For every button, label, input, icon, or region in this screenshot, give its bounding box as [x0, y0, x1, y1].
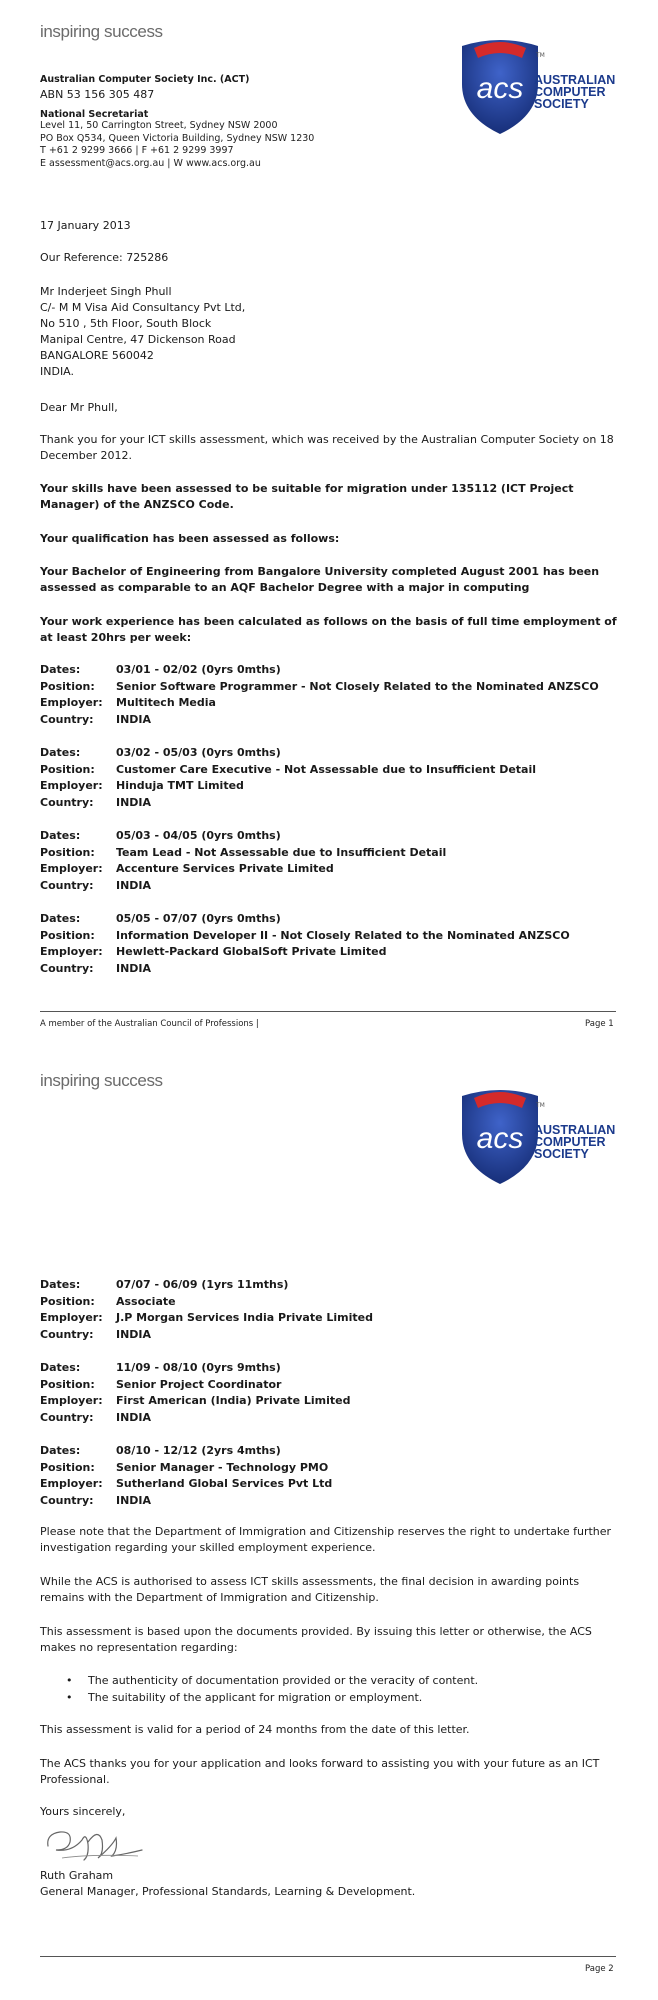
salutation: Dear Mr Phull, [40, 401, 118, 414]
recipient-line: BANGALORE 560042 [40, 349, 154, 362]
address-line: Level 11, 50 Carrington Street, Sydney NSW 2000 [40, 120, 278, 131]
address-line: T +61 2 9299 3666 | F +61 2 9299 3997 [40, 145, 234, 157]
dates-value: 05/05 - 07/07 (0yrs 0mths) [116, 912, 281, 925]
position-label: Position: [40, 1460, 95, 1474]
recipient-line: Manipal Centre, 47 Dickenson Road [40, 333, 236, 346]
position-label: Position: [40, 928, 95, 942]
dates-value: 03/02 - 05/03 (0yrs 0mths) [116, 746, 281, 759]
country-label: Country: [40, 1327, 94, 1341]
list-item: • The authenticity of documentation provided or the veracity of content. [66, 1674, 479, 1687]
dates-value: 08/10 - 12/12 (2yrs 4mths) [116, 1444, 281, 1457]
employer-label: Employer: [40, 779, 103, 792]
position-value: Senior Manager - Technology PMO [116, 1460, 329, 1474]
employer-label: Employer: [40, 1394, 103, 1407]
footer-rule [40, 1011, 616, 1012]
acs-logo [454, 1086, 624, 1186]
position-label: Position: [40, 1377, 95, 1391]
list-item: • The suitability of the applicant for migration or employment. [66, 1691, 423, 1704]
country-label: Country: [40, 961, 94, 975]
logo-line-3: SOCIETY [534, 1147, 589, 1161]
employment-entry [40, 828, 640, 894]
dates-value: 05/03 - 04/05 (0yrs 0mths) [116, 829, 281, 842]
documents-note: This assessment is based upon the documents provided. By issuing this letter or otherwise, the ACS makes no representation regarding: [40, 1625, 592, 1654]
country-label: Country: [40, 1410, 94, 1424]
dates-value: 11/09 - 08/10 (0yrs 9mths) [116, 1361, 281, 1374]
position-value: Information Developer II - Not Closely Related to the Nominated ANZSCO [116, 928, 570, 942]
logo-line-3: SOCIETY [534, 97, 589, 111]
employer-value: First American (India) Private Limited [116, 1394, 351, 1407]
points-note: While the ACS is authorised to assess ICT skills assessments, the final decision in awarding points remains with the Department of Immigration and Citizenship. [40, 1575, 580, 1604]
abn: ABN 53 156 305 487 [40, 88, 155, 101]
employer-value: Hinduja TMT Limited [116, 779, 244, 792]
employer-label: Employer: [40, 696, 103, 709]
employment-entry [40, 1277, 640, 1343]
logo-line-2: COMPUTER [534, 85, 606, 99]
country-value: INDIA [116, 1493, 152, 1507]
dates-label: Dates: [40, 1361, 81, 1374]
org-name: Australian Computer Society Inc. (ACT) [40, 74, 250, 85]
signatory-name: Ruth Graham [40, 1869, 114, 1882]
secretariat-title: National Secretariat [40, 109, 149, 120]
bullet-text: The authenticity of documentation provided or the veracity of content. [88, 1674, 479, 1687]
employer-label: Employer: [40, 862, 103, 875]
bullet-text: The suitability of the applicant for migration or employment. [88, 1691, 423, 1704]
logo-line-1: AUSTRALIAN [534, 73, 616, 87]
dates-label: Dates: [40, 1444, 81, 1457]
recipient-block [40, 284, 245, 380]
address-line: E assessment@acs.org.au | W www.acs.org.au [40, 157, 261, 169]
acs-mark: acs [476, 72, 524, 105]
acs-logo [454, 36, 624, 136]
country-value: INDIA [116, 878, 152, 892]
recipient-line: INDIA. [40, 365, 75, 378]
footer-member-text: A member of the Australian Council of Professions | [40, 1019, 259, 1029]
immigration-note: Please note that the Department of Immigration and Citizenship reserves the right to undertake further investigation regarding your skilled employment experience. [40, 1525, 612, 1554]
employer-value: Sutherland Global Services Pvt Ltd [116, 1477, 333, 1490]
dates-label: Dates: [40, 912, 81, 925]
country-label: Country: [40, 712, 94, 726]
position-value: Customer Care Executive - Not Assessable due to Insufficient Detail [116, 762, 537, 776]
country-value: INDIA [116, 1327, 152, 1341]
employer-label: Employer: [40, 1477, 103, 1490]
page-number: Page 1 [585, 1019, 614, 1029]
suitability-paragraph: Your skills have been assessed to be suitable for migration under 135112 (ICT Project Manager) of the ANZSCO Code. [40, 482, 574, 511]
letterhead-address [40, 74, 314, 170]
page-number: Page 2 [585, 1964, 614, 1974]
country-value: INDIA [116, 1410, 152, 1424]
country-label: Country: [40, 1493, 94, 1507]
employment-entry [40, 1443, 640, 1509]
employment-entry [40, 911, 640, 977]
employer-value: J.P Morgan Services India Private Limited [116, 1311, 373, 1324]
acs-shield-icon [454, 36, 546, 136]
thanks-paragraph: The ACS thanks you for your application and looks forward to assisting you with your future as an ICT Professional. [40, 1757, 600, 1786]
employment-entry [40, 1360, 640, 1426]
position-value: Senior Software Programmer - Not Closely Related to the Nominated ANZSCO [116, 679, 599, 693]
recipient-line: Mr Inderjeet Singh Phull [40, 285, 172, 298]
dates-label: Dates: [40, 746, 81, 759]
recipient-line: No 510 , 5th Floor, South Block [40, 317, 212, 330]
qualification-paragraph: Your Bachelor of Engineering from Bangalore University completed August 2001 has been assessed as comparable to an AQF Bachelor Degree with a major in computing [40, 565, 600, 594]
position-label: Position: [40, 679, 95, 693]
acs-shield-icon [454, 1086, 546, 1186]
representation-list [40, 1672, 620, 1706]
signatory-title: General Manager, Professional Standards, Learning & Development. [40, 1885, 416, 1898]
employment-entry [40, 745, 640, 811]
employer-value: Multitech Media [116, 696, 216, 709]
acs-mark: acs [476, 1122, 524, 1155]
position-label: Position: [40, 845, 95, 859]
employer-label: Employer: [40, 1311, 103, 1324]
closing: Yours sincerely, [40, 1805, 126, 1818]
position-value: Associate [116, 1294, 176, 1308]
position-label: Position: [40, 1294, 95, 1308]
dates-value: 03/01 - 02/02 (0yrs 0mths) [116, 663, 281, 676]
address-line: PO Box Q534, Queen Victoria Building, Sydney NSW 1230 [40, 132, 315, 144]
employment-entry [40, 662, 640, 728]
signature-image [42, 1820, 152, 1868]
employer-value: Accenture Services Private Limited [116, 862, 334, 875]
employer-label: Employer: [40, 945, 103, 958]
country-label: Country: [40, 795, 94, 809]
dates-label: Dates: [40, 829, 81, 842]
employer-value: Hewlett-Packard GlobalSoft Private Limited [116, 945, 387, 958]
position-value: Senior Project Coordinator [116, 1377, 282, 1391]
position-label: Position: [40, 762, 95, 776]
logo-wordmark [534, 1124, 615, 1160]
qualification-heading: Your qualification has been assessed as follows: [40, 532, 340, 545]
intro-paragraph: Thank you for your ICT skills assessment, which was received by the Australian Computer Society on 18 December 2012. [40, 433, 614, 462]
validity-note: This assessment is valid for a period of 24 months from the date of this letter. [40, 1723, 470, 1736]
experience-heading: Your work experience has been calculated as follows on the basis of full time employment of at least 20hrs per week: [40, 615, 617, 644]
logo-wordmark [534, 74, 615, 110]
letter-date: 17 January 2013 [40, 219, 131, 232]
dates-label: Dates: [40, 1278, 81, 1291]
dates-label: Dates: [40, 663, 81, 676]
recipient-line: C/- M M Visa Aid Consultancy Pvt Ltd, [40, 301, 246, 314]
reference: Our Reference: 725286 [40, 251, 169, 264]
logo-tm: TM [536, 1102, 545, 1109]
footer-rule [40, 1956, 616, 1957]
country-value: INDIA [116, 961, 152, 975]
country-label: Country: [40, 878, 94, 892]
tagline: inspiring success [40, 1071, 163, 1090]
tagline: inspiring success [40, 22, 163, 41]
logo-line-1: AUSTRALIAN [534, 1123, 616, 1137]
dates-value: 07/07 - 06/09 (1yrs 11mths) [116, 1278, 289, 1291]
logo-line-2: COMPUTER [534, 1135, 606, 1149]
logo-tm: TM [536, 52, 545, 59]
country-value: INDIA [116, 795, 152, 809]
country-value: INDIA [116, 712, 152, 726]
position-value: Team Lead - Not Assessable due to Insufficient Detail [116, 845, 447, 859]
